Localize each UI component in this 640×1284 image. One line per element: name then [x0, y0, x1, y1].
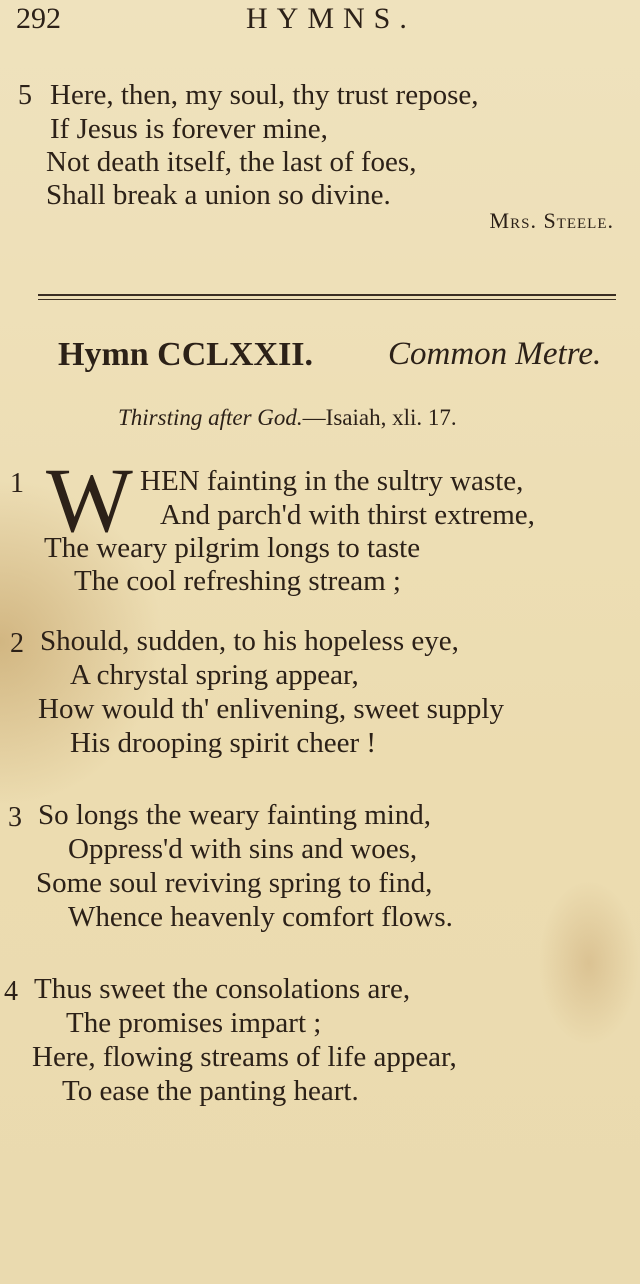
verse-line: And parch'd with thirst extreme, [160, 499, 535, 531]
page-number: 292 [16, 2, 61, 35]
hymn-subtitle [118, 405, 457, 431]
stanza-number: 5 [18, 80, 32, 111]
section-divider [38, 294, 616, 296]
verse-line: Oppress'd with sins and woes, [68, 833, 418, 865]
verse-line: Shall break a union so divine. [46, 179, 391, 211]
section-divider-thin [38, 299, 616, 300]
scripture-reference: —Isaiah, xli. 17. [302, 405, 457, 430]
stanza-number: 1 [10, 468, 24, 499]
running-title: HYMNS. [246, 2, 416, 35]
verse-line: Not death itself, the last of foes, [46, 146, 417, 178]
hymn-meter: Common Metre. [388, 336, 602, 372]
verse-line: A chrystal spring appear, [70, 659, 359, 691]
verse-line: To ease the panting heart. [62, 1075, 359, 1107]
verse-line: So longs the weary fainting mind, [38, 799, 432, 831]
verse-line: Some soul reviving spring to find, [36, 867, 433, 899]
verse-line: His drooping spirit cheer ! [70, 727, 377, 759]
verse-line: Here, then, my soul, thy trust repose, [50, 79, 479, 111]
hymn-title: Hymn CCLXXII. [58, 336, 314, 373]
stanza-number: 3 [8, 802, 22, 833]
drop-cap: W [46, 449, 133, 551]
stanza-number: 4 [4, 976, 18, 1007]
verse-line: Here, flowing streams of life appear, [32, 1041, 457, 1073]
verse-line: HEN fainting in the sultry waste, [140, 465, 524, 497]
verse-line: The promises impart ; [66, 1007, 322, 1039]
author-attribution: Mrs. Steele. [489, 208, 614, 233]
verse-line: Should, sudden, to his hopeless eye, [40, 625, 459, 657]
verse-line: How would th' enlivening, sweet supply [38, 693, 504, 725]
stanza-number: 2 [10, 628, 24, 659]
verse-line: The cool refreshing stream ; [74, 565, 401, 597]
verse-line: Whence heavenly comfort flows. [68, 901, 453, 933]
verse-line: The weary pilgrim longs to taste [44, 532, 421, 564]
subtitle-theme: Thirsting after God. [118, 405, 303, 430]
verse-line: Thus sweet the consolations are, [34, 973, 411, 1005]
verse-line: If Jesus is forever mine, [50, 113, 328, 145]
